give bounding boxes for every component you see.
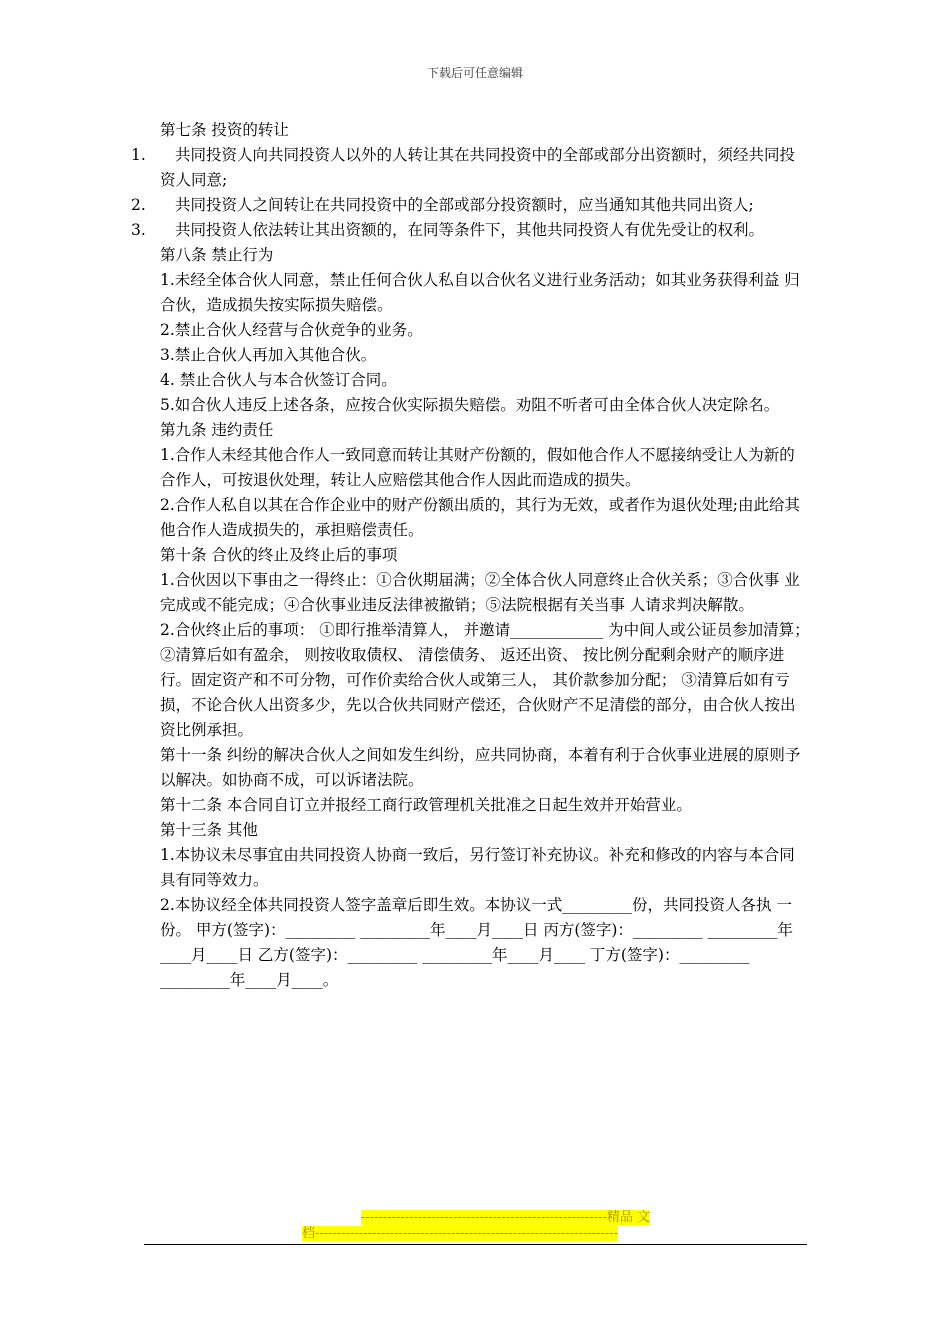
article-13-title: 第十三条 其他	[160, 821, 258, 839]
article-8-item-4: 4. 禁止合伙人与本合伙签订合同。	[160, 371, 397, 389]
article-8-item-2: 2.禁止合伙人经营与合伙竞争的业务。	[160, 321, 423, 339]
article-7-item-1	[131, 143, 810, 193]
article-8-title: 第八条 禁止行为	[160, 246, 274, 264]
footer-line-1: --------------------------------------------------------精品 文	[360, 1210, 650, 1225]
article-9-title: 第九条 违约责任	[160, 421, 274, 439]
article-9-item-1: 1.合作人未经其他合作人一致同意而转让其财产份额的，假如他合作人不愿接纳受让人为新的合作人，可按退伙处理，转让人应赔偿其他合作人因此而造成的损失。	[160, 446, 795, 489]
article-7-title: 第七条 投资的转让	[160, 121, 289, 139]
item-text: 共同投资人向共同投资人以外的人转让其在共同投资中的全部或部分出资额时，须经共同投资人同意;	[160, 146, 796, 189]
document-body	[131, 118, 810, 993]
article-8-item-5: 5.如合伙人违反上述各条，应按合伙实际损失赔偿。劝阻不听者可由全体合伙人决定除名。	[160, 396, 780, 414]
item-number: 3.	[131, 221, 146, 239]
item-number: 1.	[131, 146, 146, 164]
page-footer	[300, 1210, 650, 1242]
article-8-item-3: 3.禁止合伙人再加入其他合伙。	[160, 346, 377, 364]
article-7-item-2	[131, 193, 810, 218]
item-text: 共同投资人之间转让在共同投资中的全部或部分投资额时，应当通知其他共同出资人;	[175, 196, 754, 214]
article-10-item-2: 2.合伙终止后的事项： ①即行推举清算人， 并邀请____________ 为中间人或公证员参加清算； ②清算后如有盈余， 则按收取债权、 清偿债务、 返还出资、 按比例分配剩余财产的顺序进行。固定资产和不可分物，可作价卖给合伙人或第三人， 其价款参加分配； ③清算后如有亏损，不论合伙人出资多少，先以合伙共同财产偿还，合伙财产不足清偿的部分，由合伙人按出资比例承担。	[160, 621, 810, 739]
article-10-title: 第十条 合伙的终止及终止后的事项	[160, 546, 398, 564]
article-13-item-1: 1.本协议未尽事宜由共同投资人协商一致后，另行签订补充协议。补充和修改的内容与本合同具有同等效力。	[160, 846, 795, 889]
article-8-item-1: 1.未经全体合伙人同意，禁止任何合伙人私自以合伙名义进行业务活动；如其业务获得利益 归合伙，造成损失按实际损失赔偿。	[160, 271, 800, 314]
item-text: 共同投资人依法转让其出资额的，在同等条件下，其他共同投资人有优先受让的权利。	[175, 221, 765, 239]
article-12: 第十二条 本合同自订立并报经工商行政管理机关批准之日起生效并开始营业。	[160, 796, 692, 814]
footer-line-2: 档---------------------------------------------------------------------	[302, 1226, 619, 1241]
footer-rule	[144, 1244, 807, 1245]
article-7-item-3	[131, 218, 810, 243]
page-header: 下载后可任意编辑	[426, 66, 523, 80]
article-11: 第十一条 纠纷的解决合伙人之间如发生纠纷，应共同协商，本着有利于合伙事业进展的原则予以解决。如协商不成，可以诉诸法院。	[160, 746, 801, 789]
article-10-item-1: 1.合伙因以下事由之一得终止：①合伙期届满；②全体合伙人同意终止合伙关系；③合伙事 业完成或不能完成；④合伙事业违反法律被撤销；⑤法院根据有关当事 人请求判决解散。	[160, 571, 800, 614]
article-13-item-2: 2.本协议经全体共同投资人签字盖章后即生效。本协议一式_________份，共同投资人各执 一份。 甲方(签字)：_________ _________年____月____日 丙方(签字)：_________ _________年____月____日 乙方(签字)：_________ _________年____月____ 丁方(签字)：_________ _________年____月____。	[160, 896, 793, 989]
article-9-item-2: 2.合作人私自以其在合作企业中的财产份额出质的，其行为无效，或者作为退伙处理;由此给其他合作人造成损失的，承担赔偿责任。	[160, 496, 801, 539]
item-number: 2.	[131, 196, 146, 214]
